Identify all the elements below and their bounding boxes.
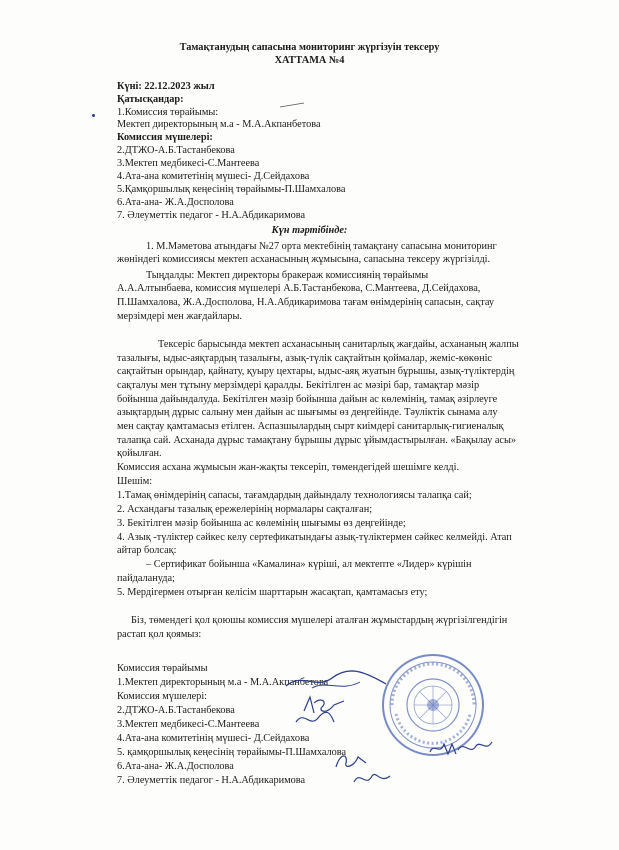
decision-line: 3. Бекітілген мәзір бойынша ас көлемінің шығымы өз деңгейінде; <box>117 518 406 529</box>
decision-line: 5. Мердігермен отырған келісім шарттарын жасақтап, қамтамасыз ету; <box>117 587 428 598</box>
heard-line: А.А.Алтынбаева, комиссия мүшелері А.Б.Тастанбекова, С.Мантеева, Д.Сейдахова, <box>117 283 481 294</box>
decision-line: 2. Асхандағы тазалық ережелерінің нормалары сақталған; <box>117 504 373 515</box>
chair-name: Мектеп директорының м.а - М.А.Акпанбетова <box>117 119 321 130</box>
agenda-line: жөніндегі комиссиясы мектеп асханасының жұмысына, сапасына тексеру жүргізілді. <box>117 254 491 265</box>
sign-line: Комиссия мүшелері: <box>117 691 208 702</box>
sign-line: 6.Ата-ана- Ж.А.Досполова <box>117 761 234 772</box>
pen-mark-icon <box>278 100 308 110</box>
body-line: Комиссия асхана жұмысын жан-жақты тексеріп, төмендегідей шешімге келді. <box>117 462 460 473</box>
body-line: тазалығы, ыдыс-аяқтардың тазалығы, азық-түлік сақтайтын қоймалар, жеміс-көкөніс <box>117 353 493 364</box>
agenda-title: Күн тәртібінде: <box>271 225 348 236</box>
body-line: талапқа сай. Асханада дұрыс тамақтану бұрышы дұрыс ұйымдастырылған. «Бақылау асы» <box>117 435 517 446</box>
bullet-dot-icon <box>92 114 95 117</box>
member-line: 2.ДТЖО-А.Б.Тастанбекова <box>117 145 235 156</box>
doc-subtitle: ХАТТАМА №4 <box>274 55 345 66</box>
doc-date: Күні: 22.12.2023 жыл <box>117 81 215 92</box>
closing-line: растап қол қоямыз: <box>117 629 202 640</box>
sign-line: 3.Мектеп медбикесі-С.Мантеева <box>117 719 260 730</box>
participants-label: Қатысқандар: <box>117 94 184 105</box>
heard-line: Тыңдалды: Мектеп директоры бракераж комиссиянің төрайымы <box>146 270 429 281</box>
signature-chair-icon <box>282 666 392 696</box>
sign-line: 4.Ата-ана комитетінің мүшесі- Д.Сейдахова <box>117 733 310 744</box>
member-line: 6.Ата-ана- Ж.А.Досполова <box>117 197 234 208</box>
decision-line: пайдалануда; <box>117 573 175 584</box>
signature-member-5-icon <box>428 736 494 760</box>
sign-line: 5. қамқоршылық кеңесінің төрайымы-П.Шамхалова <box>117 747 347 758</box>
body-line: азықтардың дұрыс салыну мен дайын ас шығымы өз деңгейінде. Тәуліктік сынама алу <box>117 407 498 418</box>
members-label: Комиссия мүшелері: <box>117 132 213 143</box>
sign-line: 7. Әлеуметтік педагог - Н.А.Абдикаримова <box>117 775 306 786</box>
sign-line: 1.Мектеп директорының м.а - М.А.Акпанбетова <box>117 677 329 688</box>
body-line: бойынша дайындалуда. Бекітілген мәзір бойынша дайын ас көлемінің, тамақ әзірлеуге <box>117 394 498 405</box>
doc-title: Тамақтанудың сапасына мониторинг жүргізуін тексеру <box>179 42 440 53</box>
body-line: қойылған. <box>117 448 162 459</box>
body-line: мен сақтау қамтамасыз етілген. Аспазшылардың сырт киімдері санитарлық-гигиеналық <box>117 421 504 432</box>
decision-line: 4. Азық -түліктер сәйкес келу сертефикатындағы азық-түліктермен сәйкес келмейді. Атап <box>117 532 512 543</box>
chair-label: 1.Комиссия төрайымы: <box>117 107 219 118</box>
sign-line: 2.ДТЖО-А.Б.Тастанбекова <box>117 705 235 716</box>
body-line: сақталуы мен тұтыну мерзімдері қаралды. Бекітілген ас мәзірі бар, тамақтар мәзір <box>117 380 480 391</box>
sign-line: Комиссия төрайымы <box>117 663 208 674</box>
heard-line: П.Шамхалова, Ж.А.Досполова, Н.А.Абдикаримова тағам өнімдерінің сапасын, сақтау <box>117 297 495 308</box>
decision-line: 1.Тамақ өнімдерінің сапасы, тағамдардың дайындалу технологиясы талапқа сай; <box>117 490 472 501</box>
body-line: Тексеріс барысында мектеп асханасының санитарлық жағдайы, асхананың жалпы <box>158 339 519 350</box>
heard-line: мерзімдері мен жағдайлары. <box>117 311 242 322</box>
member-line: 5.Қамқоршылық кеңесінің төрайымы-П.Шамхалова <box>117 184 346 195</box>
agenda-line: 1. М.Мәметова атындағы №27 орта мектебінің тамақтану сапасына мониторинг <box>146 241 497 252</box>
body-line: Шешім: <box>117 476 153 487</box>
member-line: 4.Ата-ана комитетінің мүшесі- Д.Сейдахова <box>117 171 310 182</box>
body-line: сақтайтын орындар, қайнату, қуыру цехтары, ыдыс-аяқ жуатын бұрышы, азық-түліктердің <box>117 366 515 377</box>
member-line: 7. Әлеуметтік педагог - Н.А.Абдикаримова <box>117 210 306 221</box>
signature-member-3-icon <box>292 708 338 730</box>
decision-line: айтар болсақ: <box>117 545 177 556</box>
closing-line: Біз, төмендегі қол қоюшы комиссия мүшелері аталған жұмыстардың жүргізілгендігін <box>131 615 508 626</box>
decision-line: – Сертификат бойынша «Камалина» күріші, ал мектепте «Лидер» күрішін <box>146 559 472 570</box>
member-line: 3.Мектеп медбикесі-С.Мантеева <box>117 158 260 169</box>
signature-member-7-icon <box>350 766 394 790</box>
